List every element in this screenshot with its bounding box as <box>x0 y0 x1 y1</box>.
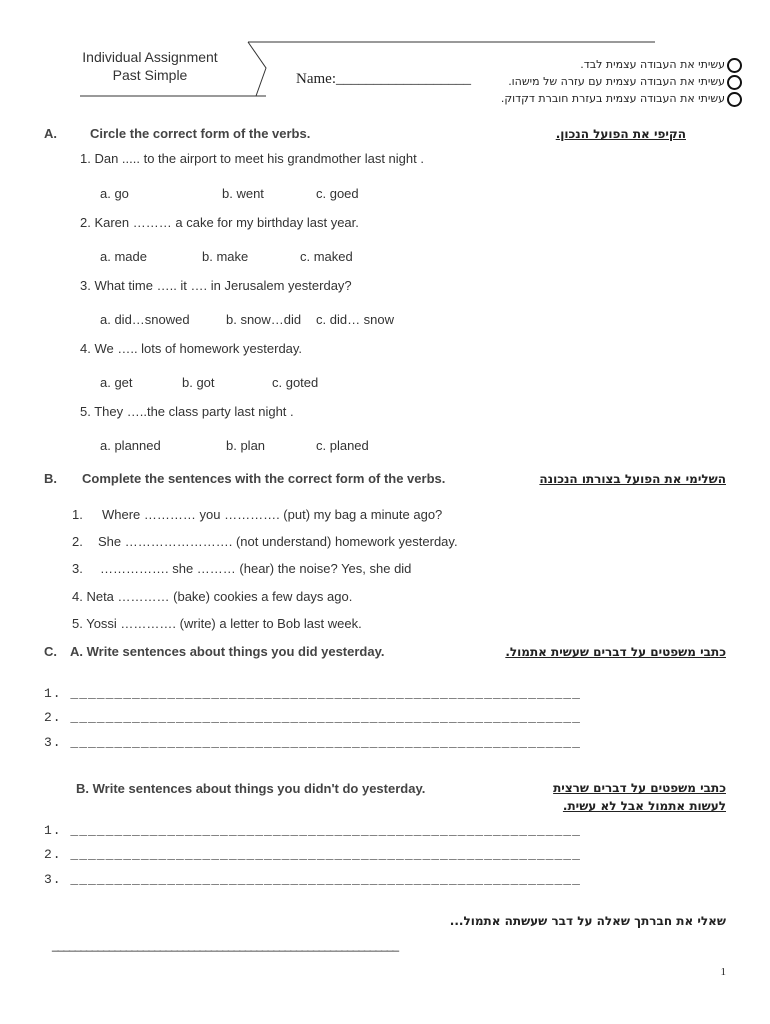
option-1b[interactable]: b. went <box>222 186 264 201</box>
question-3: 3. What time ….. it …. in Jerusalem yesterday? <box>80 278 352 293</box>
fill-item-4[interactable]: 4. Neta ………… (bake) cookies a few days ago. <box>72 589 353 604</box>
section-c-hebrew-a: כתבי משפטים על דברים שעשית אתמול. <box>505 645 726 659</box>
ask-friend-instruction: שאלי את חברתך שאלה על דבר שעשתה אתמול... <box>449 914 726 928</box>
option-2a[interactable]: a. made <box>100 249 147 264</box>
fill-item-1-number: 1. <box>72 507 83 522</box>
question-4: 4. We ….. lots of homework yesterday. <box>80 341 303 356</box>
self-check-item[interactable]: עשיתי את העבודה עצמית בעזרת חוברת דקדוק. <box>501 90 742 107</box>
option-3c[interactable]: c. did… snow <box>316 312 395 327</box>
section-c-hebrew-b-line1: כתבי משפטים על דברים שרצית <box>553 781 726 795</box>
option-3a[interactable]: a. did…snowed <box>100 312 190 327</box>
fill-item-3-number: 3. <box>72 561 83 576</box>
section-c-part-b: B. Write sentences about things you didn't do yesterday. <box>76 781 426 796</box>
answer-line[interactable]: 2. __________________________________________________________ <box>44 710 581 725</box>
fill-item-2[interactable]: She ……………………. (not understand) homework yesterday. <box>98 534 458 549</box>
section-c-part-a: A. Write sentences about things you did yesterday. <box>70 644 385 659</box>
section-b-letter: B. <box>44 471 57 486</box>
fill-item-3[interactable]: ……………. she ……… (hear) the noise? Yes, she did <box>100 561 412 576</box>
answer-line[interactable]: 3. __________________________________________________________ <box>44 735 581 750</box>
section-a-hebrew: הקיפי את הפועל הנכון. <box>555 127 686 141</box>
answer-line[interactable]: 2. __________________________________________________________ <box>44 847 581 862</box>
question-1: 1. Dan ..... to the airport to meet his grandmother last night . <box>80 151 424 166</box>
circle-icon[interactable] <box>727 75 742 90</box>
question-5: 5. They …..the class party last night . <box>80 404 294 419</box>
option-4c[interactable]: c. goted <box>272 375 319 390</box>
title-line-1: Individual Assignment <box>82 49 218 65</box>
section-b-hebrew: השלימי את הפועל בצורתו הנכונה <box>539 472 726 486</box>
option-1a[interactable]: a. go <box>100 186 129 201</box>
answer-line[interactable]: 1. __________________________________________________________ <box>44 823 581 838</box>
title-line-2: Past Simple <box>112 67 188 83</box>
option-5b[interactable]: b. plan <box>226 438 266 453</box>
section-b-instruction: Complete the sentences with the correct form of the verbs. <box>82 471 446 486</box>
answer-line[interactable]: 1. __________________________________________________________ <box>44 686 581 701</box>
option-4a[interactable]: a. get <box>100 375 133 390</box>
self-check-list <box>501 56 742 107</box>
option-2b[interactable]: b. make <box>202 249 249 264</box>
answer-line[interactable]: 3. __________________________________________________________ <box>44 872 581 887</box>
question-2: 2. Karen ……… a cake for my birthday last year. <box>80 215 359 230</box>
self-check-item[interactable]: עשיתי את העבודה עצמית עם עזרה של מישהו. <box>501 73 742 90</box>
page-number: 1 <box>720 966 726 978</box>
fill-item-1[interactable]: Where ………… you …………. (put) my bag a minute ago? <box>102 507 443 522</box>
option-4b[interactable]: b. got <box>182 375 215 390</box>
section-c-letter: C. <box>44 644 57 659</box>
name-field[interactable]: Name:__________________ <box>296 71 471 87</box>
fill-item-5[interactable]: 5. Yossi …………. (write) a letter to Bob last week. <box>72 616 362 631</box>
section-c-hebrew-b-line2: לעשות אתמול אבל לא עשית. <box>562 799 726 813</box>
option-1c[interactable]: c. goed <box>316 186 359 201</box>
option-5a[interactable]: a. planned <box>100 438 161 453</box>
fill-item-2-number: 2. <box>72 534 83 549</box>
option-2c[interactable]: c. maked <box>300 249 353 264</box>
section-a-instruction: Circle the correct form of the verbs. <box>90 126 311 141</box>
section-a-letter: A. <box>44 126 57 141</box>
circle-icon[interactable] <box>727 58 742 73</box>
option-3b[interactable]: b. snow…did <box>226 312 302 327</box>
circle-icon[interactable] <box>727 92 742 107</box>
self-check-item[interactable]: עשיתי את העבודה עצמית לבד. <box>501 56 742 73</box>
option-5c[interactable]: c. planed <box>316 438 369 453</box>
friend-answer-line[interactable]: _____________________________________________________________ <box>52 938 399 952</box>
